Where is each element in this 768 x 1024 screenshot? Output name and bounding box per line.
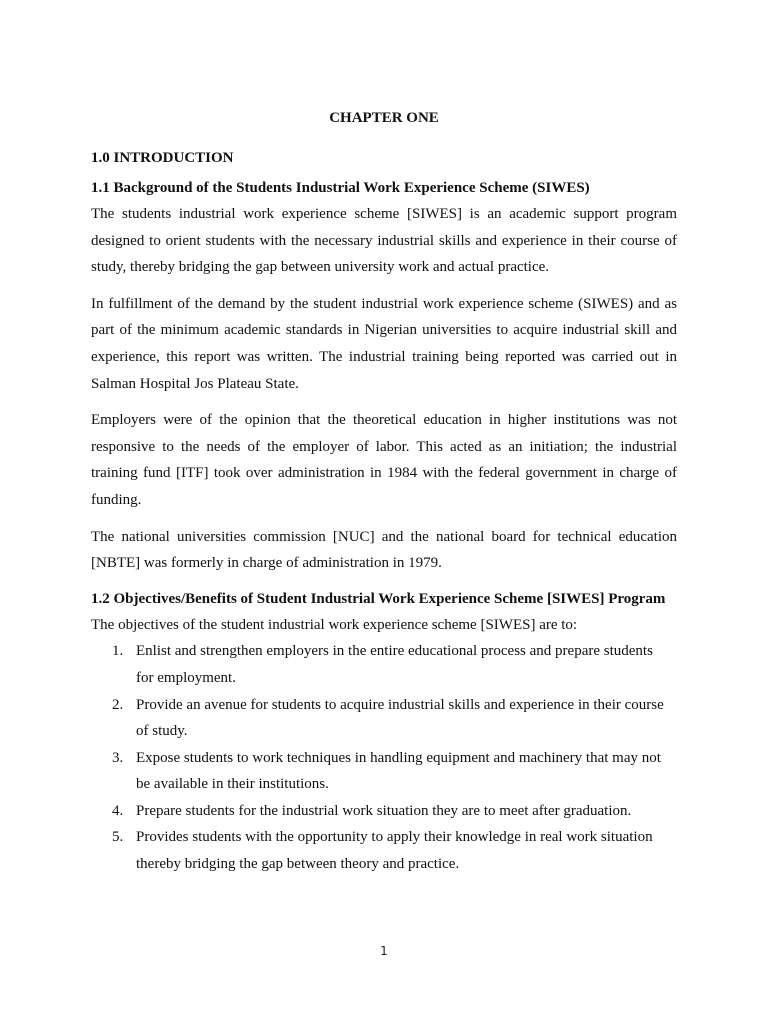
page-number: 1: [380, 944, 388, 958]
list-item: [91, 798, 677, 825]
list-item: [91, 638, 677, 691]
list-item-number: 5.: [112, 829, 124, 846]
paragraph: Employers were of the opinion that the theoretical education in higher institutions was not responsive to the needs of the employer of labor. This acted as an initiation; the industrial training fund [ITF] took over administration in 1984 with the federal government in charge of funding.: [91, 412, 677, 508]
paragraph: The students industrial work experience scheme [SIWES] is an academic support program designed to orient students with the necessary industrial skills and experience in their course of study, thereby bridging the gap between university work and actual practice.: [91, 206, 677, 276]
list-item: [91, 692, 677, 745]
list-item-text: Provide an avenue for students to acquire industrial skills and experience in their course of study.: [136, 696, 664, 740]
page-content: [91, 106, 677, 878]
section-heading-objectives: 1.2 Objectives/Benefits of Student Industrial Work Experience Scheme [SIWES] Program: [91, 590, 666, 607]
list-item-text: Provides students with the opportunity to apply their knowledge in real work situation thereby bridging the gap between theory and practice.: [136, 829, 653, 873]
paragraph: In fulfillment of the demand by the student industrial work experience scheme (SIWES) and as part of the minimum academic standards in Nigerian universities to acquire industrial skill and experience, this report was written. The industrial training being reported was carried out in Salman Hospital Jos Plateau State.: [91, 295, 677, 392]
list-item-number: 4.: [112, 802, 124, 819]
list-item-number: 2.: [112, 696, 124, 713]
list-item-number: 1.: [112, 643, 124, 660]
objectives-list: [91, 638, 677, 877]
list-item: [91, 824, 677, 877]
paragraph: The national universities commission [NUC] and the national board for technical education [NBTE] was formerly in charge of administration in 1979.: [91, 528, 677, 572]
section-heading-introduction: 1.0 INTRODUCTION: [91, 150, 234, 166]
list-item-text: Enlist and strengthen employers in the entire educational process and prepare students for employment.: [136, 643, 653, 686]
objectives-intro: The objectives of the student industrial work experience scheme [SIWES] are to:: [91, 616, 578, 633]
chapter-title: CHAPTER ONE: [329, 110, 439, 126]
list-item-text: Prepare students for the industrial work situation they are to meet after graduation.: [136, 802, 632, 819]
list-item-number: 3.: [112, 749, 124, 766]
list-item: [91, 745, 677, 798]
section-heading-background: 1.1 Background of the Students Industrial Work Experience Scheme (SIWES): [91, 180, 590, 196]
list-item-text: Expose students to work techniques in handling equipment and machinery that may not be available in their institutions.: [136, 749, 661, 793]
